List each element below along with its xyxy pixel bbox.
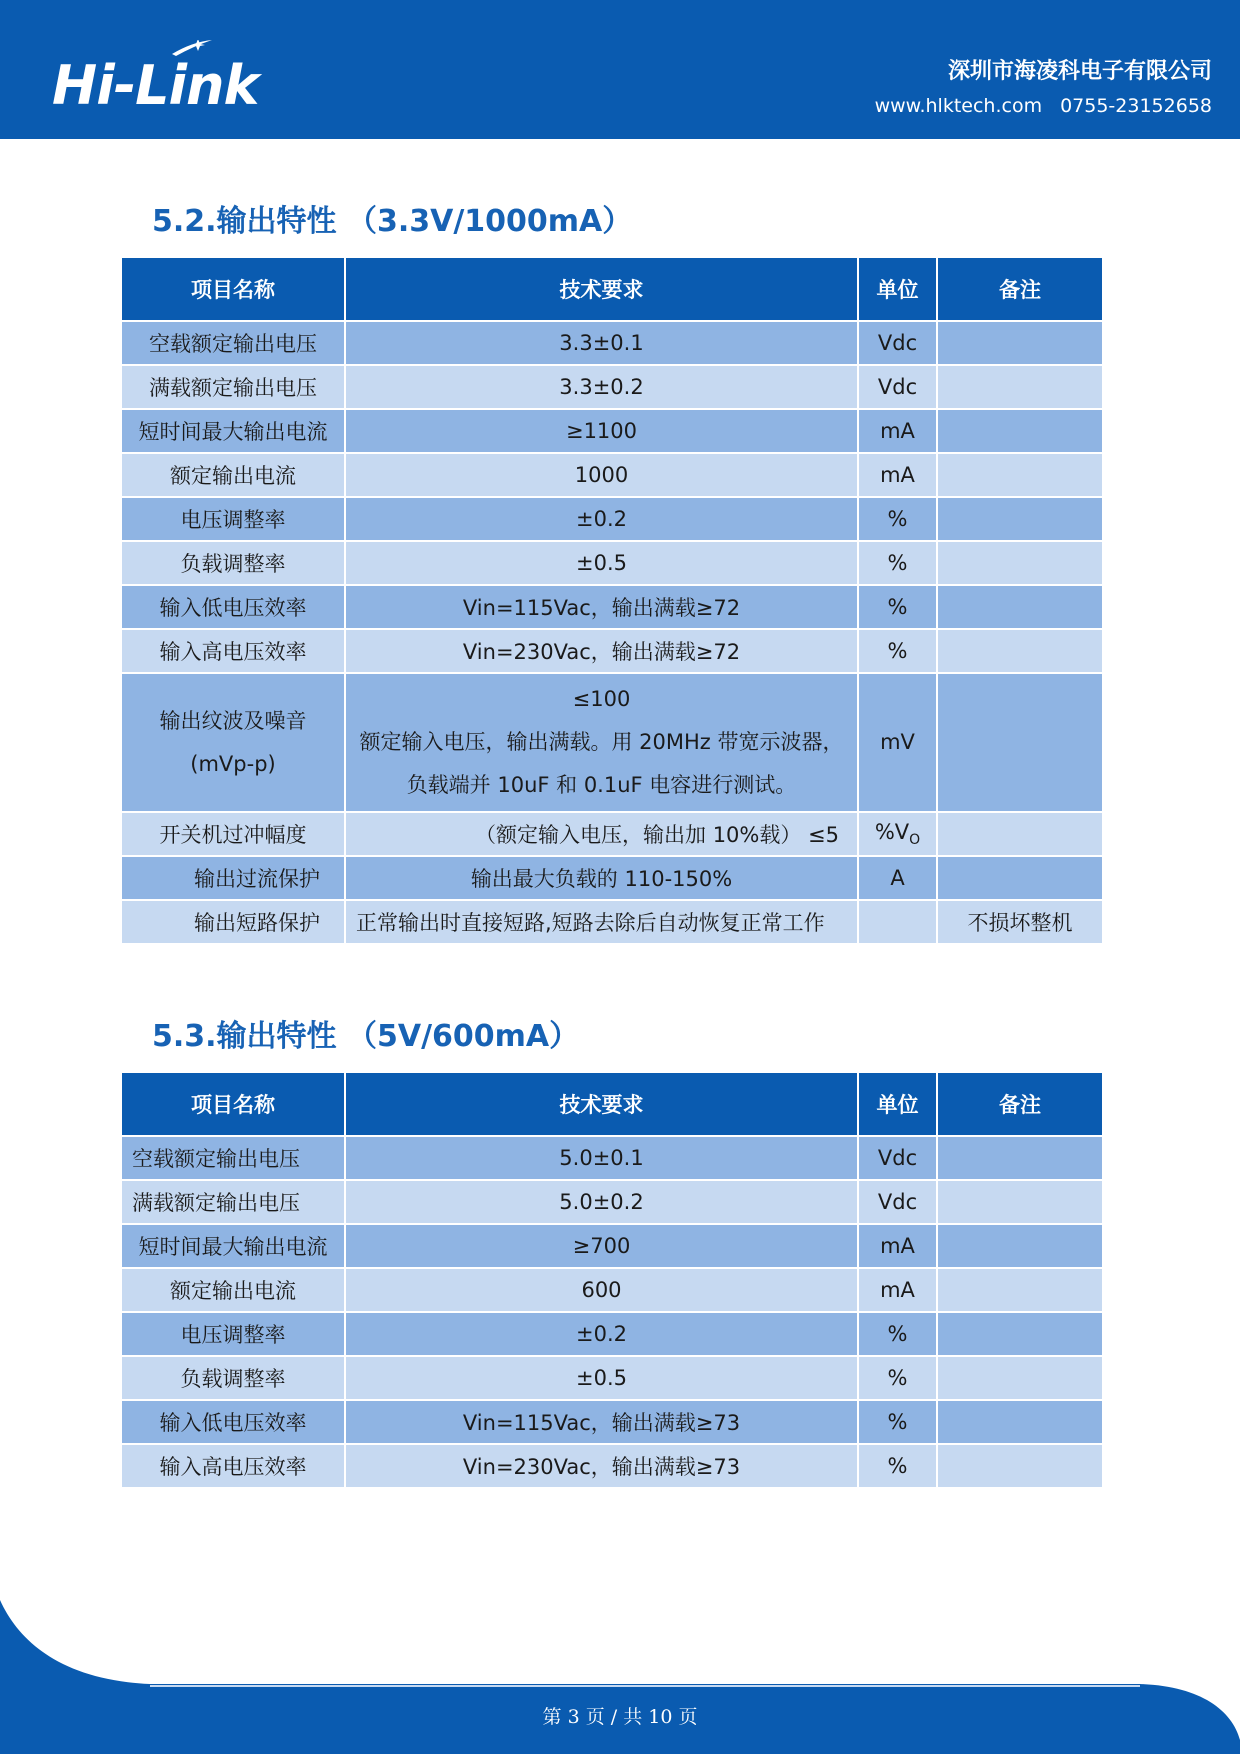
row-unit: %: [858, 1312, 937, 1356]
row-spec: 输出最大负载的 110-150%: [345, 856, 858, 900]
row-unit: [858, 900, 937, 944]
footer-wave: [0, 1600, 1240, 1754]
row-spec: （额定输入电压，输出加 10%载） ≤5: [345, 812, 858, 856]
row-name-line2: (mVp-p): [190, 751, 276, 776]
company-website: www.hlktech.com: [874, 95, 1043, 117]
row-unit: %: [858, 629, 937, 673]
row-name: 短时间最大输出电流: [121, 409, 345, 453]
row-unit: %: [858, 585, 937, 629]
header-item-name: 项目名称: [121, 1072, 345, 1136]
output-spec-table-3v3: [120, 256, 1104, 945]
row-spec: 5.0±0.2: [345, 1180, 858, 1224]
row-name-line1: 输出纹波及噪音: [159, 708, 307, 733]
table-row: [121, 1312, 1103, 1356]
row-unit: mA: [858, 453, 937, 497]
row-spec: ±0.2: [345, 497, 858, 541]
table-row: [121, 585, 1103, 629]
output-spec-table-5v: [120, 1071, 1104, 1489]
row-spec: ±0.5: [345, 541, 858, 585]
table-row: [121, 1356, 1103, 1400]
row-name: 输出过流保护: [121, 856, 345, 900]
row-spec: ≥1100: [345, 409, 858, 453]
row-spec: Vin=115Vac，输出满载≥72: [345, 585, 858, 629]
row-note: [937, 629, 1103, 673]
section-title-5-2: 5.2.输出特性 （3.3V/1000mA）: [152, 204, 633, 239]
row-note: [937, 812, 1103, 856]
row-note: [937, 409, 1103, 453]
table-row: [121, 321, 1103, 365]
row-note: [937, 1444, 1103, 1488]
row-spec: ±0.5: [345, 1356, 858, 1400]
row-spec-line2: 额定输入电压，输出满载。用 20MHz 带宽示波器，: [359, 730, 844, 754]
row-spec: [345, 673, 858, 812]
table-row: [121, 673, 1103, 812]
table-row: [121, 900, 1103, 944]
header-tech-req: 技术要求: [345, 1072, 858, 1136]
row-name: 输入低电压效率: [121, 585, 345, 629]
row-spec: ≥700: [345, 1224, 858, 1268]
row-name: 空载额定输出电压: [121, 1136, 345, 1180]
company-contact: [875, 95, 1212, 117]
row-unit: %: [858, 497, 937, 541]
row-name: 输入高电压效率: [121, 1444, 345, 1488]
table-row: [121, 1268, 1103, 1312]
row-spec: Vin=230Vac，输出满载≥73: [345, 1444, 858, 1488]
row-unit-main: %V: [874, 819, 910, 844]
header-note: 备注: [937, 1072, 1103, 1136]
table-row: [121, 1400, 1103, 1444]
hi-link-logo: [52, 46, 292, 116]
row-unit: Vdc: [858, 1136, 937, 1180]
row-unit: %: [858, 1400, 937, 1444]
table-row: [121, 453, 1103, 497]
table-row: [121, 1180, 1103, 1224]
row-spec-line3: 负载端并 10uF 和 0.1uF 电容进行测试。: [406, 773, 797, 797]
company-name: 深圳市海凌科电子有限公司: [947, 59, 1212, 84]
row-name: 开关机过冲幅度: [121, 812, 345, 856]
header-note: 备注: [937, 257, 1103, 321]
row-unit: Vdc: [858, 1180, 937, 1224]
row-unit-sub: O: [909, 832, 921, 849]
row-unit: Vdc: [858, 365, 937, 409]
row-note: [937, 453, 1103, 497]
header-unit: 单位: [858, 1072, 937, 1136]
row-unit: mV: [858, 673, 937, 812]
table-row: [121, 365, 1103, 409]
row-name: [121, 673, 345, 812]
company-phone: 0755-23152658: [1060, 95, 1212, 117]
table-row: [121, 629, 1103, 673]
row-note: [937, 1180, 1103, 1224]
row-name: 负载调整率: [121, 541, 345, 585]
row-unit: mA: [858, 409, 937, 453]
row-note: [937, 856, 1103, 900]
table-row: [121, 1136, 1103, 1180]
header-item-name: 项目名称: [121, 257, 345, 321]
row-note: [937, 1136, 1103, 1180]
row-note: [937, 1224, 1103, 1268]
row-spec: 正常输出时直接短路,短路去除后自动恢复正常工作: [345, 900, 858, 944]
row-name: 满载额定输出电压: [121, 1180, 345, 1224]
row-name: 输入高电压效率: [121, 629, 345, 673]
row-note: 不损坏整机: [937, 900, 1103, 944]
section-title-5-3: 5.3.输出特性 （5V/600mA）: [152, 1019, 580, 1054]
row-name: 电压调整率: [121, 497, 345, 541]
page-number: 第 3 页 / 共 10 页: [542, 1706, 698, 1728]
row-name: 空载额定输出电压: [121, 321, 345, 365]
row-spec: Vin=115Vac，输出满载≥73: [345, 1400, 858, 1444]
row-name: 输入低电压效率: [121, 1400, 345, 1444]
row-unit: %: [858, 1356, 937, 1400]
table-row: [121, 497, 1103, 541]
row-spec: 5.0±0.1: [345, 1136, 858, 1180]
row-name: 短时间最大输出电流: [121, 1224, 345, 1268]
row-name: 满载额定输出电压: [121, 365, 345, 409]
row-spec: ±0.2: [345, 1312, 858, 1356]
table-row: [121, 1224, 1103, 1268]
row-unit: A: [858, 856, 937, 900]
row-name: 负载调整率: [121, 1356, 345, 1400]
row-name: 输出短路保护: [121, 900, 345, 944]
row-note: [937, 1400, 1103, 1444]
row-note: [937, 673, 1103, 812]
row-spec: 1000: [345, 453, 858, 497]
row-note: [937, 1312, 1103, 1356]
row-name: 额定输出电流: [121, 1268, 345, 1312]
table-row: [121, 541, 1103, 585]
table-header-row: [121, 257, 1103, 321]
row-unit: [858, 812, 937, 856]
table-row: [121, 1444, 1103, 1488]
header-tech-req: 技术要求: [345, 257, 858, 321]
row-spec: Vin=230Vac，输出满载≥72: [345, 629, 858, 673]
company-info: [875, 54, 1212, 117]
row-note: [937, 365, 1103, 409]
row-unit: Vdc: [858, 321, 937, 365]
header-unit: 单位: [858, 257, 937, 321]
row-note: [937, 1356, 1103, 1400]
table-header-row: [121, 1072, 1103, 1136]
row-unit: %: [858, 541, 937, 585]
table-row: [121, 409, 1103, 453]
row-spec: 3.3±0.2: [345, 365, 858, 409]
row-note: [937, 321, 1103, 365]
row-unit: mA: [858, 1268, 937, 1312]
row-spec: 3.3±0.1: [345, 321, 858, 365]
row-name: 电压调整率: [121, 1312, 345, 1356]
row-unit: %: [858, 1444, 937, 1488]
row-name: 额定输出电流: [121, 453, 345, 497]
row-note: [937, 585, 1103, 629]
row-spec-line1: ≤100: [572, 687, 631, 711]
row-note: [937, 497, 1103, 541]
logo-text: Hi-Link: [52, 54, 259, 117]
row-spec: 600: [345, 1268, 858, 1312]
page-header: [0, 0, 1240, 139]
row-note: [937, 541, 1103, 585]
row-unit: mA: [858, 1224, 937, 1268]
row-note: [937, 1268, 1103, 1312]
table-row: [121, 856, 1103, 900]
table-row: [121, 812, 1103, 856]
